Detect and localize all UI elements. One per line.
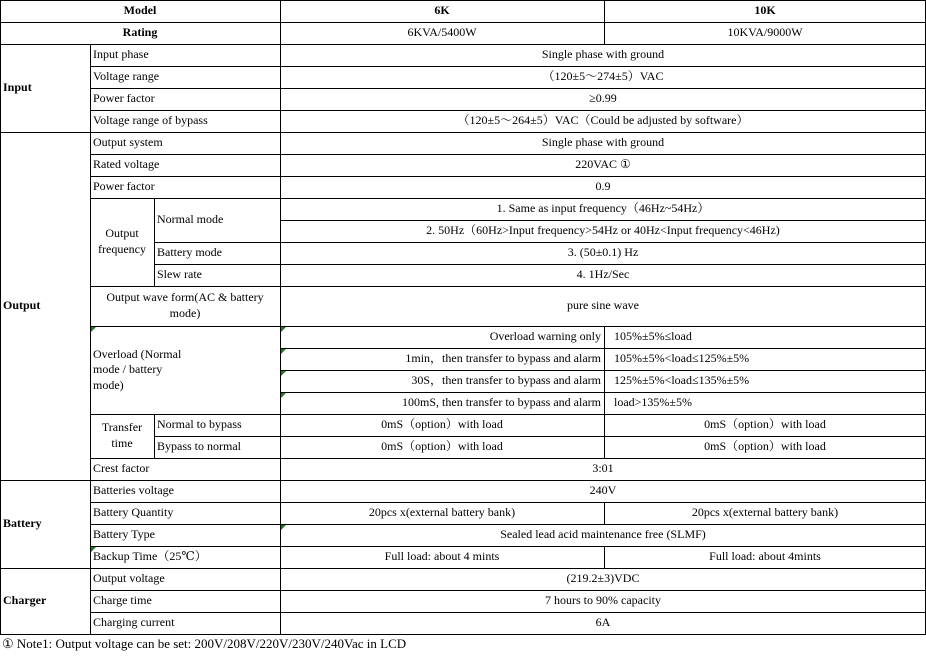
grid-line bbox=[0, 480, 926, 481]
backup-time-6k: Full load: about 4 mints bbox=[384, 549, 500, 564]
section-charger: Charger bbox=[3, 593, 47, 608]
bypass-range-value: （120±5～264±5）VAC（Could be adjusted by software） bbox=[457, 113, 749, 128]
grid-line bbox=[604, 546, 605, 569]
battery-mode-value: 3. (50±0.1) Hz bbox=[567, 245, 639, 260]
overload-condition: Overload warning only bbox=[489, 329, 601, 344]
grid-line bbox=[604, 502, 605, 525]
header-model-10k: 10K bbox=[754, 3, 776, 18]
battery-voltage-value: 240V bbox=[589, 483, 617, 498]
input-phase-label: Input phase bbox=[93, 47, 149, 62]
normal-mode-label: Normal mode bbox=[157, 212, 224, 227]
overload-condition: 100mS, then transfer to bypass and alarm bbox=[402, 395, 601, 410]
grid-line bbox=[0, 568, 926, 569]
backup-time-label: Backup Time（25℃） bbox=[93, 549, 207, 564]
grid-line bbox=[90, 198, 926, 199]
grid-line bbox=[90, 524, 926, 525]
header-model-label: Model bbox=[123, 3, 157, 18]
overload-value: 105%±5%≤load bbox=[614, 329, 692, 344]
grid-line bbox=[0, 0, 926, 1]
grid-line bbox=[90, 502, 926, 503]
overload-value: load>135%±5% bbox=[614, 395, 693, 410]
output-power-factor-label: Power factor bbox=[93, 179, 155, 194]
rated-voltage-label: Rated voltage bbox=[93, 157, 160, 172]
grid-line bbox=[90, 612, 926, 613]
charge-time-label: Charge time bbox=[93, 593, 152, 608]
grid-line bbox=[90, 414, 926, 415]
grid-line bbox=[280, 0, 281, 635]
grid-line bbox=[0, 0, 1, 635]
slew-rate-value: 4. 1Hz/Sec bbox=[576, 267, 630, 282]
battery-type-label: Battery Type bbox=[93, 527, 155, 542]
output-frequency-label: Output frequency bbox=[98, 226, 146, 256]
section-battery: Battery bbox=[3, 516, 42, 531]
input-power-factor-value: ≥0.99 bbox=[589, 91, 617, 106]
grid-line bbox=[90, 154, 926, 155]
grid-line bbox=[90, 66, 926, 67]
bypass-to-normal-10k: 0mS（option）with load bbox=[704, 439, 826, 454]
crest-factor-value: 3:01 bbox=[592, 461, 614, 476]
battery-type-value: Sealed lead acid maintenance free (SLMF) bbox=[500, 527, 706, 542]
footnote: ① Note1: Output voltage can be set: 200V/208V/220V/230V/240Vac in LCD bbox=[2, 636, 407, 651]
grid-line bbox=[604, 326, 605, 459]
bypass-to-normal-label: Bypass to normal bbox=[157, 439, 241, 454]
backup-time-10k: Full load: about 4mints bbox=[709, 549, 821, 564]
charging-current-value: 6A bbox=[595, 615, 611, 630]
overload-value: 105%±5%<load≤125%±5% bbox=[614, 351, 750, 366]
output-power-factor-value: 0.9 bbox=[595, 179, 611, 194]
grid-line bbox=[280, 370, 926, 371]
charger-output-voltage-label: Output voltage bbox=[93, 571, 165, 586]
grid-line bbox=[90, 286, 926, 287]
input-voltage-range-value: （120±5～274±5）VAC bbox=[542, 69, 664, 84]
input-phase-value: Single phase with ground bbox=[541, 47, 665, 62]
grid-line bbox=[0, 132, 926, 133]
battery-quantity-6k: 20pcs x(external battery bank) bbox=[368, 505, 516, 520]
cell-marker bbox=[281, 327, 286, 332]
output-system-label: Output system bbox=[93, 135, 163, 150]
grid-line bbox=[90, 88, 926, 89]
rating-6k: 6KVA/5400W bbox=[407, 25, 477, 40]
grid-line bbox=[280, 392, 926, 393]
wave-form-value: pure sine wave bbox=[567, 298, 639, 313]
grid-line bbox=[90, 110, 926, 111]
overload-value: 125%±5%<load≤135%±5% bbox=[614, 373, 750, 388]
grid-line bbox=[90, 176, 926, 177]
normal-mode-value-1: 1. Same as input frequency（46Hz~54Hz） bbox=[496, 201, 710, 216]
section-input: Input bbox=[3, 80, 32, 95]
overload-label: Overload (Normal mode / battery mode) bbox=[93, 346, 182, 392]
cell-marker bbox=[91, 327, 96, 332]
cell-marker bbox=[91, 547, 96, 552]
grid-line bbox=[90, 458, 926, 459]
normal-to-bypass-10k: 0mS（option）with load bbox=[704, 417, 826, 432]
grid-line bbox=[0, 44, 926, 45]
crest-factor-label: Crest factor bbox=[93, 461, 150, 476]
grid-line bbox=[90, 546, 926, 547]
grid-line bbox=[0, 22, 926, 23]
output-system-value: Single phase with ground bbox=[541, 135, 665, 150]
overload-condition: 30S，then transfer to bypass and alarm bbox=[411, 373, 601, 388]
rating-10k: 10KVA/9000W bbox=[727, 25, 803, 40]
battery-quantity-10k: 20pcs x(external battery bank) bbox=[691, 505, 839, 520]
battery-mode-label: Battery mode bbox=[157, 245, 222, 260]
input-power-factor-label: Power factor bbox=[93, 91, 155, 106]
grid-line bbox=[90, 590, 926, 591]
grid-line bbox=[604, 0, 605, 45]
grid-line bbox=[280, 220, 926, 221]
cell-marker bbox=[281, 393, 286, 398]
grid-line bbox=[0, 634, 926, 635]
cell-marker bbox=[281, 371, 286, 376]
charging-current-label: Charging current bbox=[93, 615, 175, 630]
input-voltage-range-label: Voltage range bbox=[93, 69, 160, 84]
wave-form-label: Output wave form(AC & battery mode) bbox=[106, 290, 264, 320]
slew-rate-label: Slew rate bbox=[157, 267, 202, 282]
normal-mode-value-2: 2. 50Hz（60Hz>Input frequency>54Hz or 40Hz<Input frequency<46Hz) bbox=[426, 223, 780, 238]
grid-line bbox=[154, 264, 926, 265]
grid-line bbox=[154, 242, 926, 243]
grid-line bbox=[154, 436, 926, 437]
header-model-6k: 6K bbox=[434, 3, 450, 18]
cell-marker bbox=[281, 349, 286, 354]
grid-line bbox=[154, 198, 155, 286]
battery-voltage-label: Batteries voltage bbox=[93, 483, 174, 498]
grid-line bbox=[154, 414, 155, 458]
cell-marker bbox=[281, 525, 286, 530]
grid-line bbox=[90, 326, 926, 327]
charger-output-voltage-value: (219.2±3)VDC bbox=[566, 571, 640, 586]
header-rating-label: Rating bbox=[122, 25, 158, 40]
bypass-range-label: Voltage range of bypass bbox=[93, 113, 208, 128]
battery-quantity-label: Battery Quantity bbox=[93, 505, 174, 520]
grid-line bbox=[280, 348, 926, 349]
bypass-to-normal-6k: 0mS（option）with load bbox=[381, 439, 503, 454]
normal-to-bypass-label: Normal to bypass bbox=[157, 417, 242, 432]
rated-voltage-value: 220VAC ① bbox=[575, 157, 631, 172]
overload-condition: 1min，then transfer to bypass and alarm bbox=[405, 351, 601, 366]
normal-to-bypass-6k: 0mS（option）with load bbox=[381, 417, 503, 432]
transfer-time-label: Transfer time bbox=[101, 420, 143, 450]
section-output: Output bbox=[3, 298, 41, 313]
charge-time-value: 7 hours to 90% capacity bbox=[545, 593, 661, 608]
